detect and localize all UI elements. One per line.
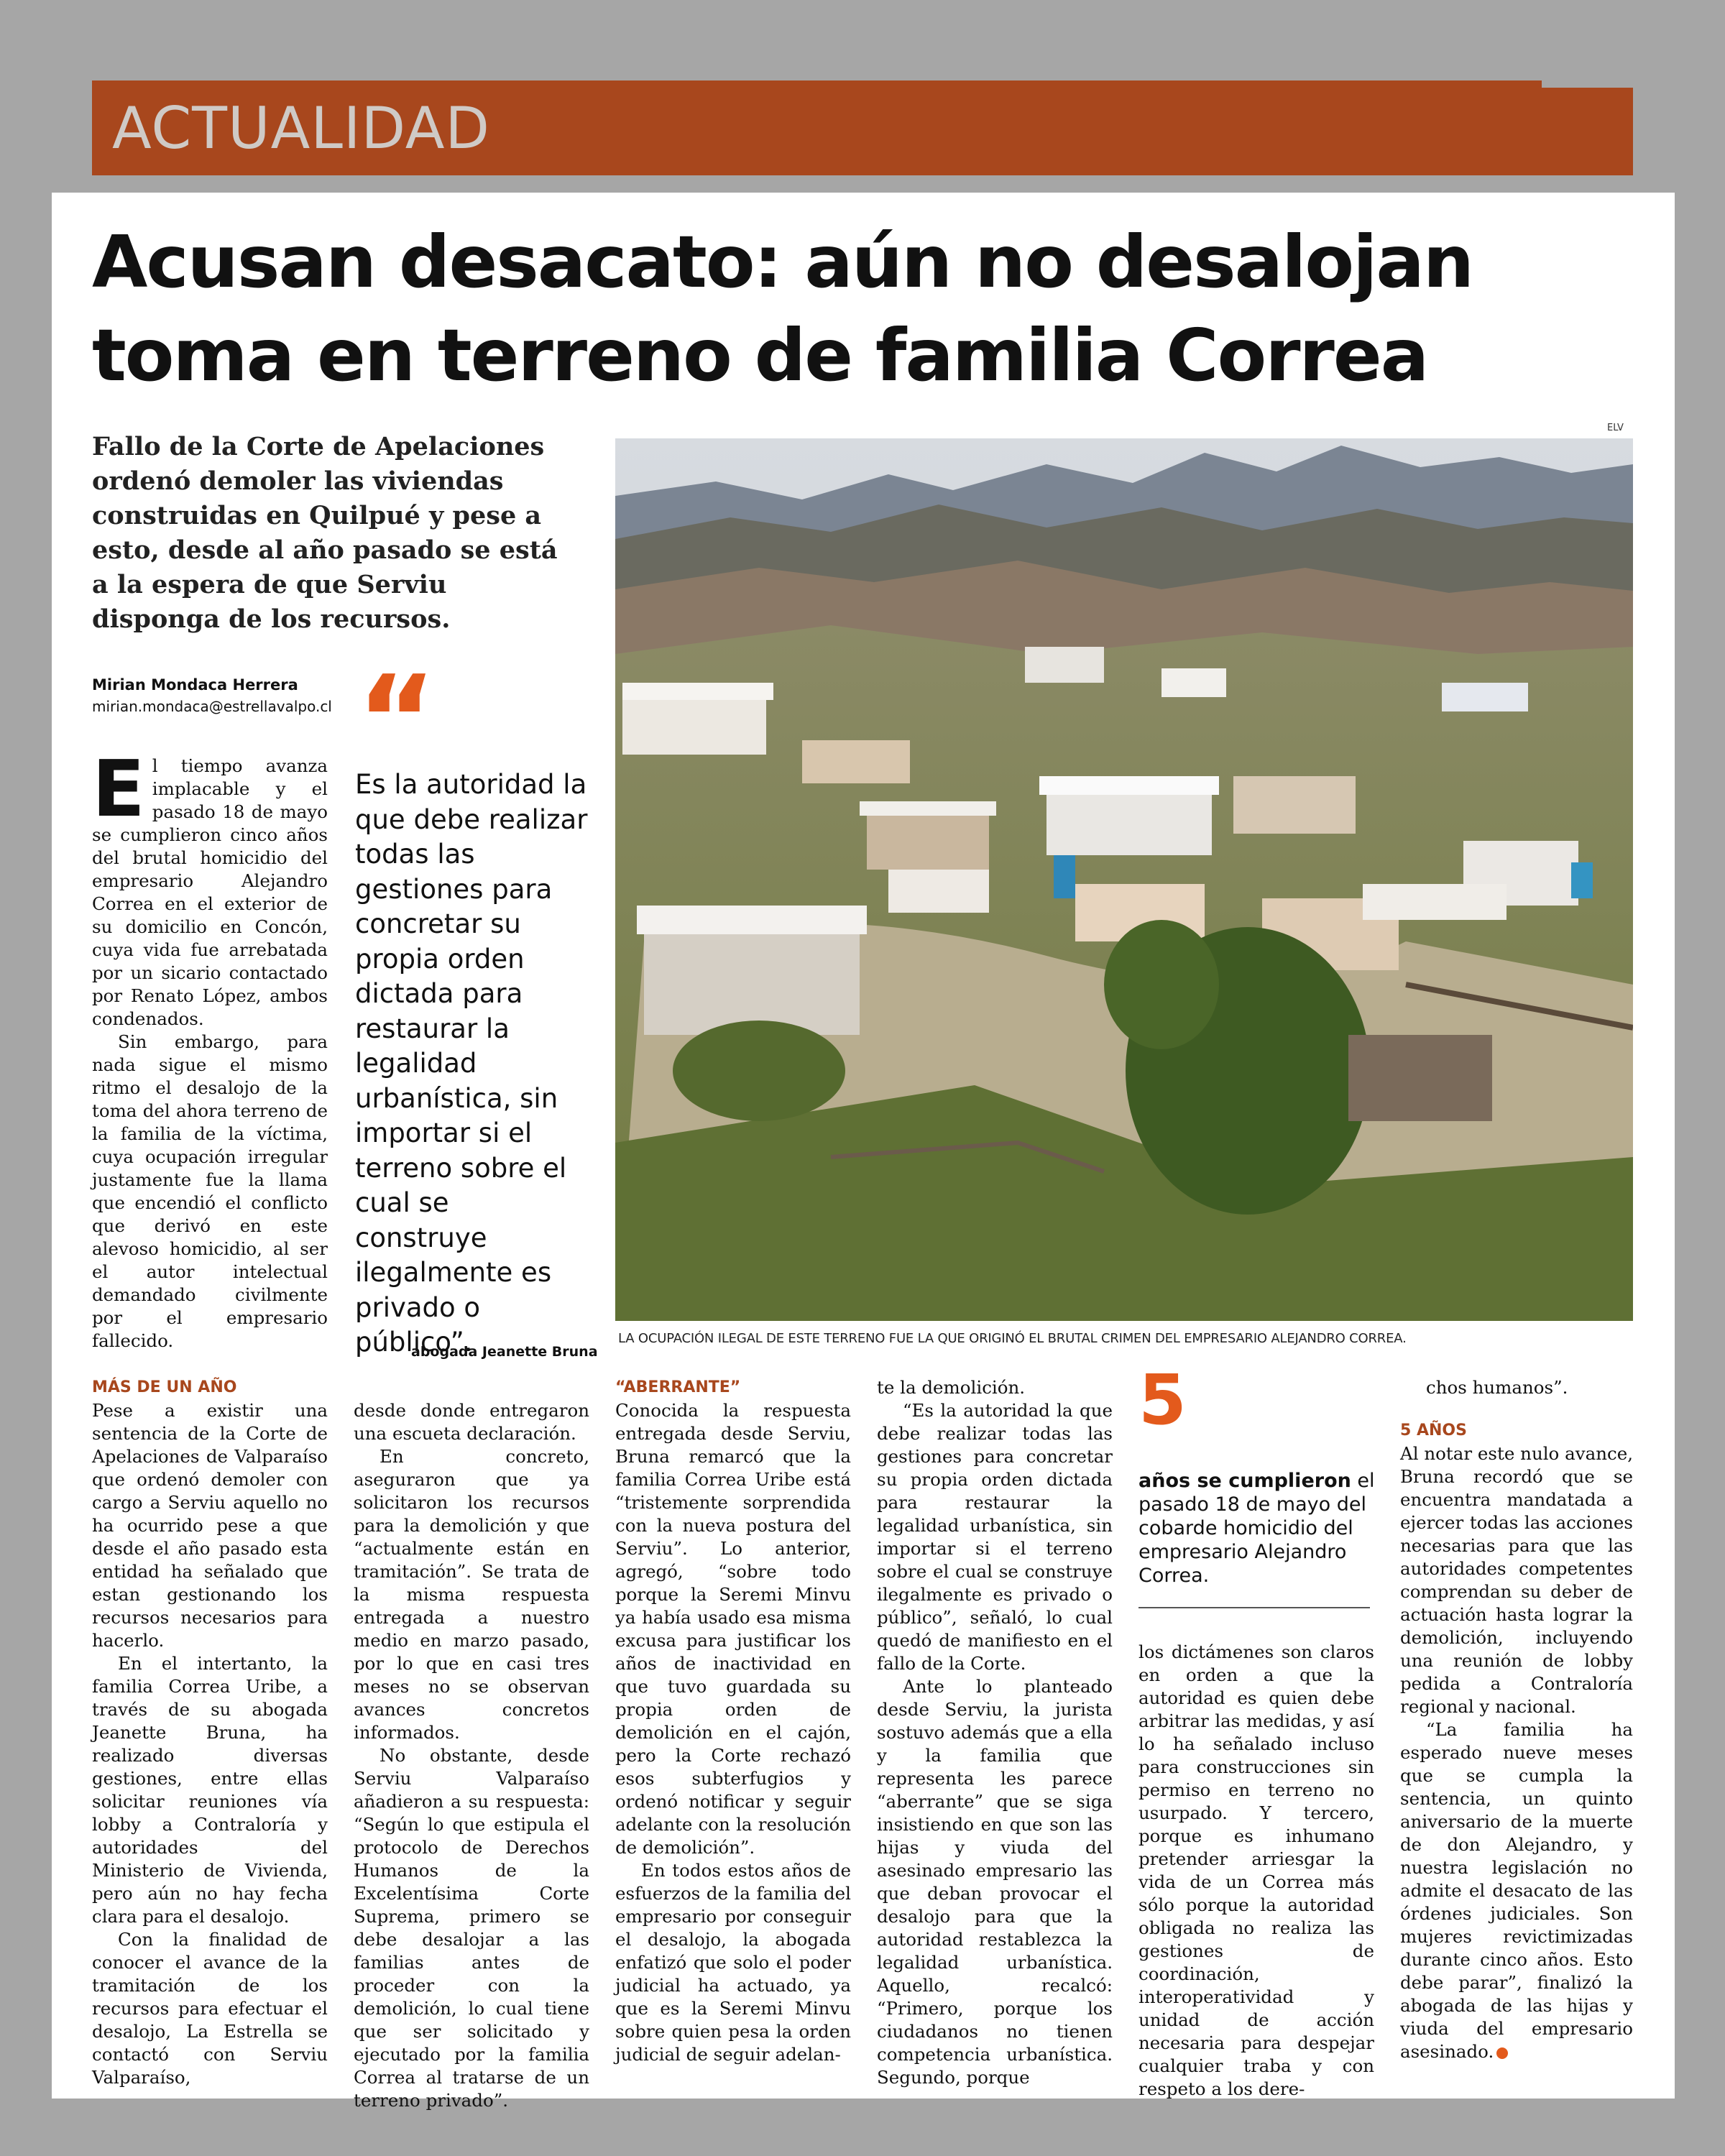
column-2 xyxy=(354,1399,589,2112)
end-mark-icon xyxy=(1496,2047,1508,2059)
byline xyxy=(92,674,332,717)
fact-box-text xyxy=(1138,1469,1376,1588)
c4-paragraph-3: Ante lo planteado desde Serviu, la jurista sostuvo además que a ella y la familia que representa les parece “aberrante” que se siga insistiendo en que son las hijas y viuda del asesinado empresario las que deban provocar el desalojo para que la autoridad restablezca la legalidad urbanística. Aquello, recalcó: “Primero, porque los ciudadanos no tienen competencia urbanística. Segundo, porque xyxy=(877,1676,1113,2088)
pull-quote: Es la autoridad la que debe realizar todas las gestiones para concretar su propia orden dictada para restaurar la legalidad urbanística, sin importar si el terreno sobre el cual se construye ilegalmente es privado o público”. xyxy=(355,769,588,1358)
photo-credit: ELV xyxy=(1607,423,1624,433)
banner-notch xyxy=(1542,80,1633,88)
c6-paragraph-2: Al notar este nulo avance, Bruna recordó que se encuentra mandatada a ejercer todas las acciones necesarias para que las autoridades competentes comprendan su deber de actuación hasta lograr la demolición, incluyendo una reunión de lobby pedida a Contraloría regional y nacional. xyxy=(1400,1443,1633,1717)
photo-caption: LA OCUPACIÓN ILEGAL DE ESTE TERRENO FUE LA QUE ORIGINÓ EL BRUTAL CRIMEN DEL EMPRESARIO ALEJANDRO CORREA. xyxy=(618,1331,1407,1346)
byline-email: mirian.mondaca@estrellavalpo.cl xyxy=(92,698,332,715)
c6-paragraph-3 xyxy=(1400,1718,1633,2063)
drop-cap: E xyxy=(92,745,145,834)
column-3 xyxy=(615,1376,851,2066)
c4-paragraph-1: te la demolición. xyxy=(877,1377,1026,1398)
fact-number: 5 xyxy=(1138,1360,1187,1440)
subhead-5-anos: 5 AÑOS xyxy=(1400,1422,1467,1439)
subhead-mas-de-un-ano: MÁS DE UN AÑO xyxy=(92,1378,237,1396)
c6-text-3: “La familia ha esperado nueve meses que se cumpla la sentencia, un quinto aniversario de la muerte de don Alejandro, y nuestra legislación no admite el desacato de las órdenes judiciales. Son mujeres revictimizadas durante cinco años. Esto debe parar”, finalizó la abogada de las hijas y viuda del empresario asesinado. xyxy=(1400,1719,1633,2062)
c2-paragraph-2: En concreto, aseguraron que ya solicitaron los recursos para la demolición y que “actualmente están en tramitación”. Se trata de la misma respuesta entregada a nuestro medio en marzo pasado, por lo que en casi tres meses no se observan avances concretos informados. xyxy=(354,1446,589,1743)
c5-paragraph-1: los dictámenes son claros en orden a que la autoridad es quien debe arbitrar las medidas, y así lo ha señalado incluso para construcciones sin permiso en terreno no usurpado. Y tercero, porque es inhumano pretender arriesgar la vida de un Correa más sólo porque la autoridad obligada no realiza las gestiones de coordinación, interoperatividad y unidad de acción necesaria para despejar cualquier traba y con respeto a los dere- xyxy=(1138,1641,1374,2099)
section-label: ACTUALIDAD xyxy=(112,95,491,162)
pull-quote-attribution: abogada Jeanette Bruna xyxy=(411,1344,598,1360)
headline xyxy=(92,216,1616,402)
c4-paragraph-2: “Es la autoridad la que debe realizar todas las gestiones para concretar su propia orden dictada para restaurar la legalidad urbanística, sin importar si el terreno sobre el cual se construye ilegalmente es privado o público”, señaló, lo cual quedó de manifiesto en el fallo de la Corte. xyxy=(877,1400,1113,1674)
subhead-aberrante: “ABERRANTE” xyxy=(615,1378,741,1396)
column-1 xyxy=(92,1376,328,2089)
c6-paragraph-1: chos humanos”. xyxy=(1426,1377,1568,1398)
settlement-photo xyxy=(615,438,1633,1321)
c3-paragraph-1: Conocida la respuesta entregada desde Serviu, Bruna remarcó que la familia Correa Uribe está “tristemente sorprendida con la nueva postura del Serviu”. Lo anterior, agregó, “sobre todo porque la Seremi Minvu ya había usado esa misma excusa para justificar los años de inactividad en que tuvo guardada su propia orden de demolición en el cajón, pero la Corte rechazó esos subterfugios y ordenó notificar y seguir adelante con la resolución de demolición”. xyxy=(615,1400,851,1858)
intro-text-1: l tiempo avanza implacable y el pasado 18 de mayo se cumplieron cinco años del brutal homicidio del empresario Alejandro Correa en el exterior de su domicilio en Concón, cuya vida fue arrebatada por un sicario contactado por Renato López, ambos condenados. xyxy=(92,755,328,1029)
deck: Fallo de la Corte de Apelaciones ordenó demoler las viviendas construidas en Quilpué y pese a esto, desde al año pasado se está a la espera de que Serviu disponga de los recursos. xyxy=(92,432,558,634)
byline-author: Mirian Mondaca Herrera xyxy=(92,676,298,694)
c2-paragraph-3: No obstante, desde Serviu Valparaíso añadieron a su respuesta: “Según lo que estipula el protocolo de Derechos Humanos de la Excelentísima Corte Suprema, primero se debe desalojar a las familias antes de proceder con la demolición, lo cual tiene que ser solicitado y ejecutado por la familia Correa al tratarse de un terreno privado”. xyxy=(354,1745,589,2111)
c1-paragraph-1: Pese a existir una sentencia de la Corte de Apelaciones de Valparaíso que ordenó demoler con cargo a Serviu aquello no ha ocurrido pese a que desde el año pasado esta entidad ha señalado que estan gestionando los recursos necesarios para hacerlo. xyxy=(92,1400,328,1651)
intro-column xyxy=(92,745,328,1353)
intro-paragraph-2: Sin embargo, para nada sigue el mismo ritmo el desalojo de la toma del ahora terreno de la familia de la víctima, cuya ocupación irregular justamente fue la llama que encendió el conflicto que derivó en este alevoso homicidio, al ser el autor intelectual demandado civilmente por el empresario fallecido. xyxy=(92,1031,328,1351)
c1-paragraph-3: Con la finalidad de conocer el avance de la tramitación de los recursos para efectuar el desalojo, La Estrella se contactó con Serviu Valparaíso, xyxy=(92,1929,328,2088)
quote-mark-icon: “ xyxy=(356,650,437,792)
headline-line-2: toma en terreno de familia Correa xyxy=(92,313,1428,397)
c3-paragraph-2: En todos estos años de esfuerzos de la familia del empresario por conseguir el desalojo, la abogada enfatizó que solo el poder judicial ha actuado, ya que es la Seremi Minvu sobre quien pesa la orden judicial de seguir adelan- xyxy=(615,1860,851,2065)
fact-divider xyxy=(1138,1607,1370,1608)
section-banner xyxy=(92,80,1633,175)
column-5 xyxy=(1138,1641,1374,2101)
column-4 xyxy=(877,1376,1113,2089)
fact-rest: el pasado 18 de mayo del cobarde homicidio del empresario Alejandro Correa. xyxy=(1138,1470,1375,1587)
column-6 xyxy=(1400,1376,1633,2063)
headline-line-1: Acusan desacato: aún no desalojan xyxy=(92,220,1473,304)
intro-paragraph-1 xyxy=(92,745,328,1031)
fact-bold: años se cumplieron xyxy=(1138,1470,1351,1492)
c2-paragraph-1: desde donde entregaron una escueta declaración. xyxy=(354,1400,589,1444)
c1-paragraph-2: En el intertanto, la familia Correa Uribe, a través de su abogada Jeanette Bruna, ha realizado diversas gestiones, entre ellas solicitar reuniones vía lobby a Contraloría y autoridades del Ministerio de Vivienda, pero aún no hay fecha clara para el desalojo. xyxy=(92,1653,328,1927)
